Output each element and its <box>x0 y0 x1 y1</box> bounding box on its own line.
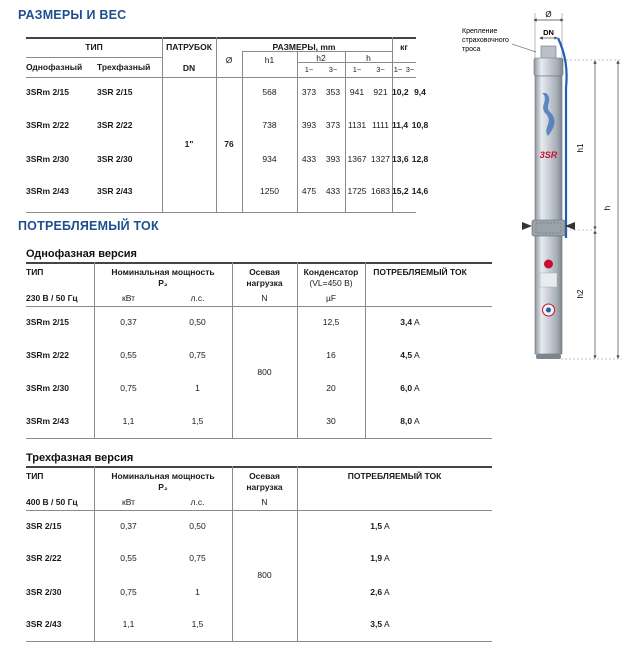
header-phi: Ø <box>225 55 233 65</box>
header-h2: h2 <box>316 53 326 63</box>
three-row-kw: 0,37 <box>120 521 137 531</box>
table-rule <box>26 212 416 213</box>
single-row-current: 4,5 <box>400 350 413 360</box>
header-voltage: 230 В / 50 Гц <box>26 293 78 303</box>
header-capacitor: Конденсатор <box>303 267 359 277</box>
header-p2: P₂ <box>158 278 168 288</box>
dims-row-three: 3SR 2/30 <box>97 154 133 164</box>
three-row-kw: 1,1 <box>122 619 135 629</box>
pump-diagram <box>450 8 630 448</box>
dims-row-h-3: 1111 <box>371 120 390 130</box>
unit-amp: A <box>384 521 390 531</box>
header-type: ТИП <box>26 471 44 481</box>
dims-row-h2-1: 475 <box>301 186 317 196</box>
single-row-kw: 0,55 <box>120 350 137 360</box>
pump-head <box>534 58 563 76</box>
header-load-2: нагрузка <box>246 278 283 288</box>
single-row-type: 3SRm 2/30 <box>26 383 69 393</box>
header-load: Осевая <box>249 471 280 481</box>
logo-3sr: 3SR <box>539 150 558 160</box>
single-row-current: 3,4 <box>400 317 413 327</box>
single-row-type: 3SRm 2/15 <box>26 317 69 327</box>
table-rule <box>26 641 492 642</box>
table-col-rule <box>232 262 233 438</box>
phi-value: 76 <box>224 139 234 149</box>
unit-n: N <box>261 293 268 303</box>
mount-leader <box>512 44 536 52</box>
dims-row-h2-3: 373 <box>325 120 341 130</box>
dims-row-h2-1: 393 <box>301 120 317 130</box>
unit-amp: A <box>414 383 420 393</box>
dims-row-kg-1: 15,2 <box>392 186 409 196</box>
dims-row-three: 3SR 2/15 <box>97 87 133 97</box>
dims-row-single: 3SRm 2/15 <box>26 87 69 97</box>
single-row-cap: 30 <box>326 416 336 426</box>
header-power: Номинальная мощность <box>111 267 215 277</box>
table-rule <box>26 466 492 468</box>
header-patrubok: ПАТРУБОК <box>166 42 212 52</box>
three-row-current: 2,6 <box>370 587 383 597</box>
three-row-type: 3SR 2/30 <box>26 587 62 597</box>
motor-plate <box>540 273 557 287</box>
load-value: 800 <box>257 367 272 377</box>
dims-row-h-3: 921 <box>373 87 388 97</box>
single-row-kw: 0,75 <box>120 383 137 393</box>
label-mount-line2: страховочного <box>462 37 509 44</box>
unit-amp: A <box>384 587 390 597</box>
header-capacitor-2: (VL=450 В) <box>309 278 353 288</box>
motor-badge-center <box>546 308 551 313</box>
label-mount-line1: Крепление <box>462 28 498 35</box>
single-row-type: 3SRm 2/43 <box>26 416 69 426</box>
label-h1: h1 <box>576 143 585 153</box>
header-current: ПОТРЕБЛЯЕМЫЙ ТОК <box>347 471 442 481</box>
dims-section-title: РАЗМЕРЫ И ВЕС <box>18 8 127 22</box>
dims-row-three: 3SR 2/43 <box>97 186 133 196</box>
dims-row-kg-3: 10,8 <box>411 120 429 130</box>
table-col-rule <box>297 466 298 641</box>
single-row-cap: 20 <box>326 383 336 393</box>
dn-value: 1" <box>184 139 194 149</box>
single-row-cap: 16 <box>326 350 336 360</box>
single-row-hp: 1 <box>195 383 200 393</box>
single-row-cap: 12,5 <box>322 317 340 327</box>
header-dn: DN <box>182 63 196 73</box>
header-load: Осевая <box>249 267 280 277</box>
dims-row-three: 3SR 2/22 <box>97 120 133 130</box>
dims-row-kg-3: 9,4 <box>414 87 426 97</box>
header-voltage: 400 В / 50 Гц <box>26 497 78 507</box>
header-kg-3ph: 3~ <box>405 65 415 74</box>
single-row-kw: 0,37 <box>120 317 137 327</box>
table-rule <box>392 62 416 63</box>
dims-row-kg-3: 14,6 <box>411 186 429 196</box>
dims-row-h2-3: 433 <box>325 186 341 196</box>
three-phase-title: Трехфазная версия <box>26 452 134 464</box>
header-type: ТИП <box>85 42 103 52</box>
header-load-2: нагрузка <box>246 482 283 492</box>
label-phi: Ø <box>545 10 552 19</box>
motor-body <box>535 236 562 354</box>
dims-row-kg-1: 11,4 <box>392 120 409 130</box>
dims-row-h2-1: 433 <box>301 154 317 164</box>
header-current: ПОТРЕБЛЯЕМЫЙ ТОК <box>373 267 467 277</box>
header-kg: кг <box>400 42 408 52</box>
dims-row-h1: 1250 <box>260 186 279 196</box>
dims-row-kg-3: 12,8 <box>411 154 429 164</box>
header-type: ТИП <box>26 267 44 277</box>
intake-band <box>532 220 565 236</box>
dims-row-h-1: 1131 <box>347 120 367 130</box>
header-p2: P₂ <box>158 482 168 492</box>
table-rule <box>26 306 492 307</box>
dims-row-h-3: 1327 <box>371 154 390 164</box>
three-row-type: 3SR 2/43 <box>26 619 62 629</box>
table-rule <box>26 57 162 58</box>
load-value: 800 <box>257 570 272 580</box>
dims-row-h-1: 1367 <box>347 154 367 164</box>
dims-row-single: 3SRm 2/22 <box>26 120 69 130</box>
table-rule <box>26 438 492 439</box>
three-row-current: 1,5 <box>370 521 383 531</box>
single-row-hp: 0,50 <box>189 317 206 327</box>
three-row-hp: 0,75 <box>189 553 206 563</box>
single-row-hp: 0,75 <box>189 350 206 360</box>
three-row-hp: 1 <box>195 587 200 597</box>
single-phase-title: Однофазная версия <box>26 248 137 260</box>
label-mount-line3: троса <box>462 46 481 53</box>
three-row-hp: 1,5 <box>191 619 204 629</box>
dims-row-h-1: 941 <box>349 87 365 97</box>
dims-row-h2-1: 373 <box>301 87 317 97</box>
unit-uf: µF <box>325 293 337 303</box>
dims-row-single: 3SRm 2/30 <box>26 154 69 164</box>
header-single-phase: Однофазный <box>26 62 83 72</box>
label-dn: DN <box>543 28 554 37</box>
unit-amp: A <box>414 317 420 327</box>
header-h2-1ph: 1~ <box>304 65 314 74</box>
label-h: h <box>603 205 612 211</box>
unit-amp: A <box>384 553 390 563</box>
header-three-phase: Трехфазный <box>97 62 151 72</box>
intake-arrow-left-icon <box>522 222 532 230</box>
motor-bottom-cap <box>536 354 561 359</box>
unit-n: N <box>261 497 268 507</box>
three-row-current: 3,5 <box>370 619 383 629</box>
single-row-current: 6,0 <box>400 383 413 393</box>
three-row-current: 1,9 <box>370 553 383 563</box>
header-h: h <box>366 53 371 63</box>
dims-row-h-1: 1725 <box>347 186 367 196</box>
dims-row-h1: 738 <box>262 120 277 130</box>
unit-kw: кВт <box>122 497 135 507</box>
three-row-kw: 0,55 <box>120 553 137 563</box>
three-row-kw: 0,75 <box>120 587 137 597</box>
header-kg-1ph: 1~ <box>393 65 403 74</box>
table-rule <box>26 510 492 511</box>
three-row-type: 3SR 2/22 <box>26 553 62 563</box>
single-row-type: 3SRm 2/22 <box>26 350 69 360</box>
unit-amp: A <box>414 350 420 360</box>
three-row-type: 3SR 2/15 <box>26 521 62 531</box>
three-row-hp: 0,50 <box>189 521 206 531</box>
single-row-current: 8,0 <box>400 416 413 426</box>
header-h1: h1 <box>264 55 275 65</box>
header-h-1ph: 1~ <box>352 65 362 74</box>
header-sizes: РАЗМЕРЫ, mm <box>272 42 336 52</box>
dims-row-kg-1: 10,2 <box>392 87 409 97</box>
dims-row-h1: 934 <box>262 154 277 164</box>
dims-row-single: 3SRm 2/43 <box>26 186 69 196</box>
dims-row-h1: 568 <box>262 87 277 97</box>
motor-logo-icon <box>544 260 553 269</box>
single-row-kw: 1,1 <box>122 416 135 426</box>
table-col-rule <box>232 466 233 641</box>
unit-kw: кВт <box>122 293 135 303</box>
header-h2-3ph: 3~ <box>328 65 338 74</box>
unit-amp: A <box>414 416 420 426</box>
dims-row-h-3: 1683 <box>371 186 390 196</box>
single-row-hp: 1,5 <box>191 416 204 426</box>
unit-hp: л.с. <box>190 497 205 507</box>
unit-hp: л.с. <box>190 293 205 303</box>
dims-row-h2-3: 393 <box>325 154 341 164</box>
label-h2: h2 <box>576 289 585 299</box>
current-section-title: ПОТРЕБЛЯЕМЫЙ ТОК <box>18 219 159 233</box>
unit-amp: A <box>384 619 390 629</box>
table-rule <box>26 77 416 78</box>
dims-row-kg-1: 13,6 <box>392 154 409 164</box>
header-power: Номинальная мощность <box>111 471 215 481</box>
table-rule <box>26 262 492 264</box>
dims-row-h2-3: 353 <box>325 87 341 97</box>
header-h-3ph: 3~ <box>376 65 385 74</box>
table-rule <box>26 37 416 39</box>
